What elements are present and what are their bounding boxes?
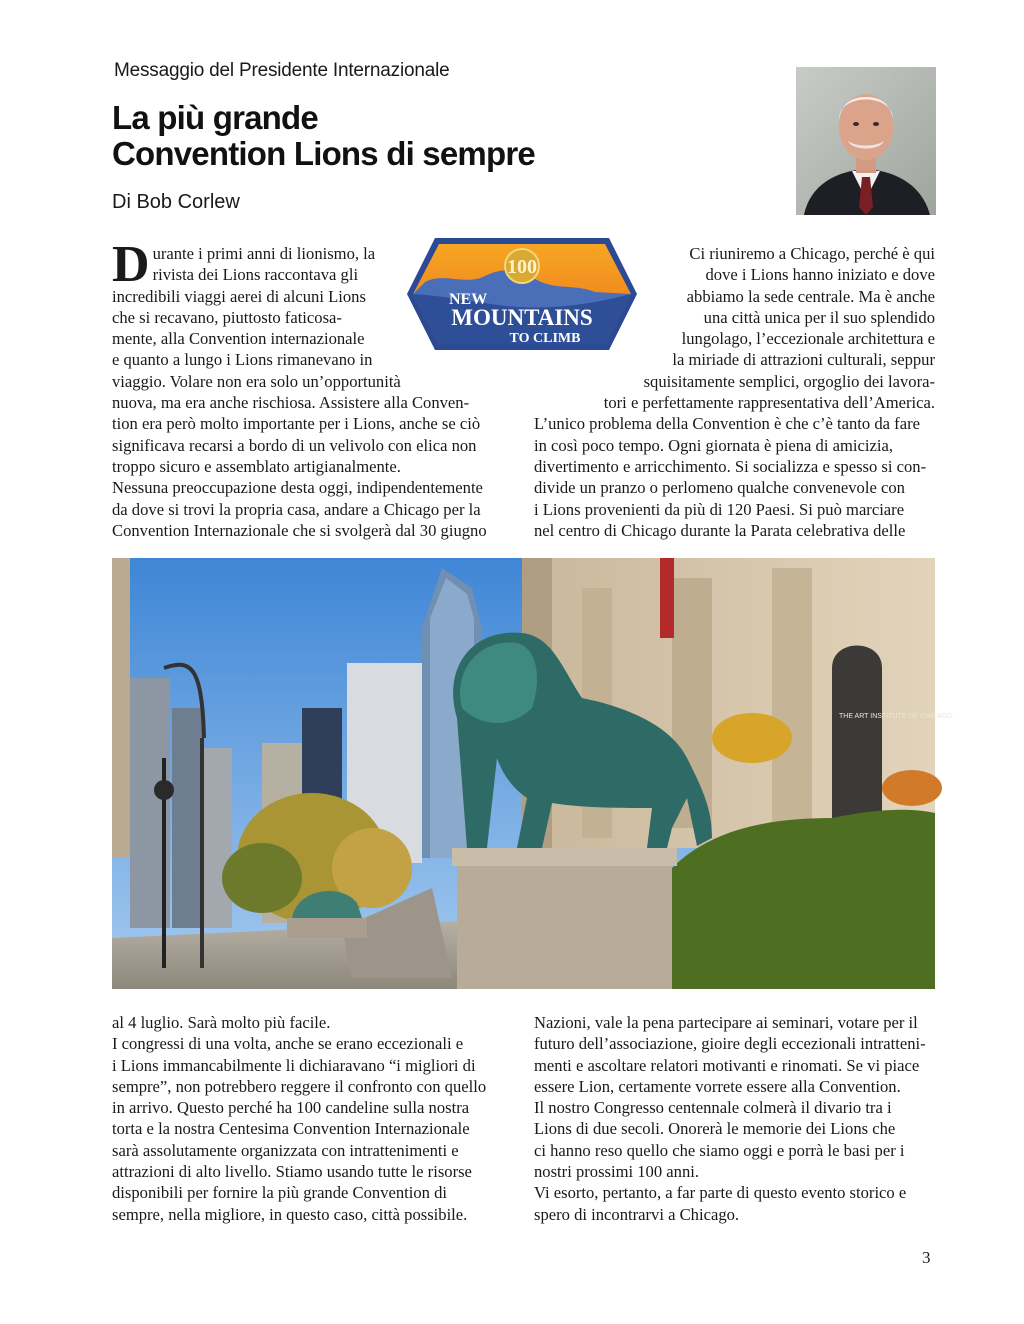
text-line: spero di incontrarvi a Chicago. — [534, 1204, 740, 1224]
text-line: i Lions immancabilmente li dichiaravano “i migliori di — [112, 1055, 476, 1075]
text-line: tion era però molto importante per i Lions, anche se ciò — [112, 414, 481, 434]
chicago-lion-photo — [112, 558, 953, 989]
text-line: dove i Lions hanno iniziato e dove — [705, 265, 935, 285]
text-line: L’unico problema della Convention è che c’è tanto da fare — [534, 414, 920, 434]
text-line: divertimento e arricchimento. Si socializza e spesso si con- — [534, 456, 927, 476]
art-institute-illustration — [112, 558, 953, 989]
text-line: mente, alla Convention internazionale — [112, 329, 365, 349]
text-line: al 4 luglio. Sarà molto più facile. — [112, 1013, 331, 1032]
text-line: una città unica per il suo splendido — [703, 307, 935, 327]
paragraph — [534, 1012, 935, 1225]
text-line: Nazioni, vale la pena partecipare ai seminari, votare per il — [534, 1013, 918, 1032]
text-line: significava recarsi a bordo di un velivolo con elica non — [112, 435, 477, 455]
text-line: I congressi di una volta, anche se erano eccezionali e — [112, 1034, 464, 1054]
text-line: Il nostro Congresso centennale colmerà il divario tra i — [534, 1098, 892, 1118]
text-line: Vi esorto, pertanto, a far parte di questo evento storico e — [534, 1183, 907, 1203]
text-line: Lions di due secoli. Onorerà le memorie dei Lions che — [534, 1119, 896, 1139]
title-line-1: La più grande — [112, 99, 318, 136]
text-line: nostri prossimi 100 anni. — [534, 1162, 700, 1182]
paragraph — [112, 1012, 510, 1225]
text-line: la miriade di attrazioni culturali, seppur — [672, 350, 935, 370]
text-line: sarà assolutamente organizzata con intrattenimenti e — [112, 1140, 459, 1160]
logo-text-new: NEW — [449, 291, 488, 308]
page-number: 3 — [922, 1248, 931, 1267]
text-line: ci hanno reso quello che siamo oggi e porrà le basi per i — [534, 1140, 905, 1160]
text-line: essere Lion, certamente vorrete essere alla Convention. — [534, 1076, 901, 1096]
article-title — [112, 100, 672, 172]
text-line: tori e perfettamente rappresentativa dell’America. — [603, 393, 935, 413]
text-line: sempre, nella migliore, in questo caso, città possibile. — [112, 1204, 468, 1224]
text-line: da dove si trovi la propria casa, andare a Chicago per la — [112, 499, 481, 519]
text-line: attrazioni di alto livello. Stiamo usando tutte le risorse — [112, 1162, 472, 1182]
text-line: i Lions provenienti da più di 120 Paesi. Si può marciare — [534, 499, 905, 519]
column-bottom-left — [112, 1012, 510, 1225]
text-line: in così poco tempo. Ogni giornata è piena di amicizia, — [534, 435, 893, 455]
byline: Di Bob Corlew — [112, 191, 240, 213]
text-line: che si recavano, piuttosto faticosa- — [112, 307, 342, 327]
text-line: menti e ascoltare relatori motivanti e rinomati. Se vi piace — [534, 1055, 920, 1075]
logo-number: 100 — [507, 256, 537, 278]
text-line: in arrivo. Questo perché ha 100 candeline sulla nostra — [112, 1098, 470, 1118]
text-line: Ci riuniremo a Chicago, perché è qui — [689, 244, 935, 263]
logo-text-mountains: MOUNTAINS — [451, 305, 593, 330]
title-line-2: Convention Lions di sempre — [112, 135, 535, 172]
text-line: viaggio. Volare non era solo un’opportunità — [112, 371, 401, 391]
text-line: lungolago, l’eccezionale architettura e — [681, 329, 935, 349]
text-line: divide un pranzo o perlomeno qualche convenevole con — [534, 478, 905, 498]
text-line: disponibili per fornire la più grande Convention di — [112, 1183, 448, 1203]
author-portrait-photo — [796, 67, 936, 215]
text-line: urante i primi anni di lionismo, la — [152, 244, 376, 263]
text-line: e quanto a lungo i Lions rimanevano in — [112, 350, 373, 370]
text-line: nel centro di Chicago durante la Parata celebrativa delle — [534, 520, 906, 540]
text-line: rivista dei Lions raccontava gli — [152, 265, 359, 285]
logo-text-to-climb: TO CLIMB — [509, 331, 581, 346]
portrait-illustration — [796, 67, 936, 215]
text-line: incredibili viaggi aerei di alcuni Lions — [112, 286, 366, 306]
text-line: futuro dell’associazione, gioire degli eccezionali intratteni- — [534, 1034, 926, 1054]
text-line: Nessuna preoccupazione desta oggi, indipendentemente — [112, 478, 483, 498]
text-line: torta e la nostra Centesima Convention Internazionale — [112, 1119, 470, 1139]
drop-cap: D — [112, 236, 150, 293]
text-line: nuova, ma era anche rischiosa. Assistere alla Conven- — [112, 393, 470, 413]
text-line: squisitamente semplici, orgoglio dei lavora- — [643, 371, 935, 391]
column-bottom-right — [534, 1012, 935, 1225]
museum-banner-text: THE ART INSTITUTE OF CHICAGO — [839, 713, 953, 720]
text-line: Convention Internazionale che si svolgerà dal 30 giugno — [112, 520, 487, 540]
text-line: abbiamo la sede centrale. Ma è anche — [686, 286, 935, 306]
text-line: troppo sicuro e assemblato artigianalmente. — [112, 456, 401, 476]
section-kicker: Messaggio del Presidente Internazionale — [114, 60, 450, 81]
text-line: sempre”, non potrebbero reggere il confronto con quello — [112, 1076, 487, 1096]
column-top-right — [534, 243, 935, 541]
